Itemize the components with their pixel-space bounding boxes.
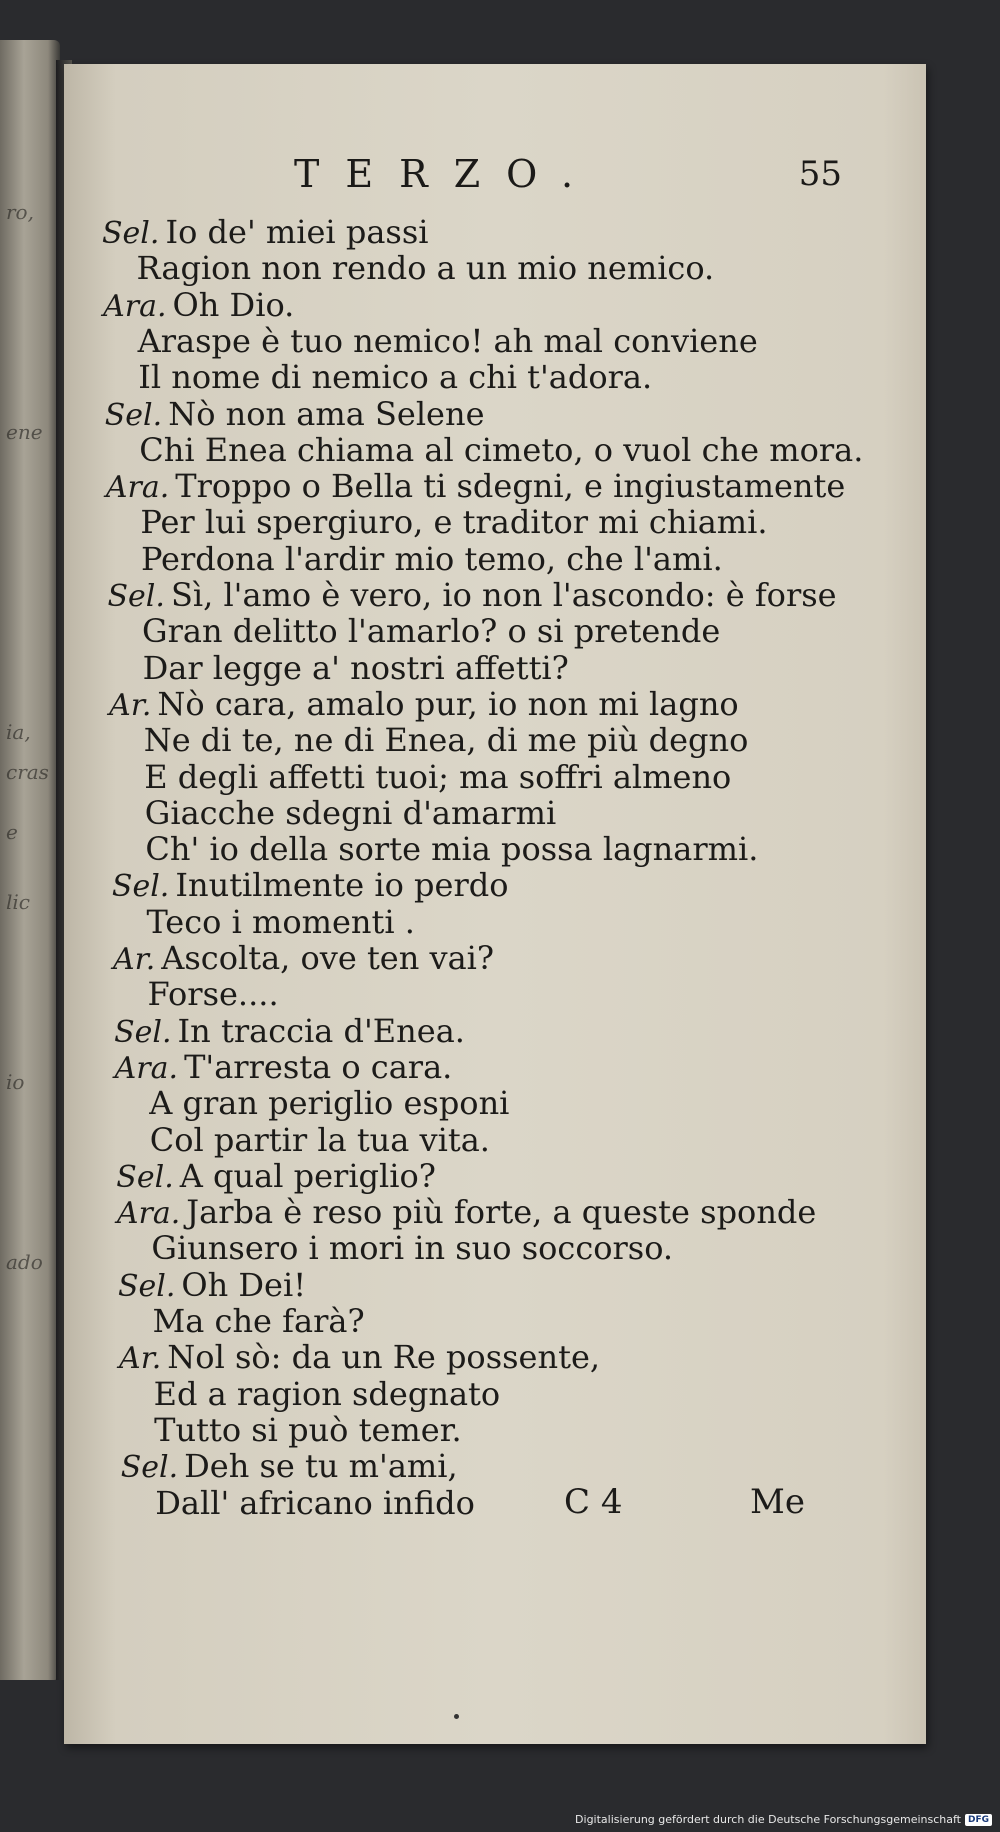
speaker-label: Ara. [114,1050,179,1086]
text-line [154,1412,462,1448]
line-text: Ascolta, ove ten vai? [161,939,495,977]
text-line [138,323,758,359]
speaker-label: Ar. [113,942,156,977]
speaker-label: Sel. [104,397,163,433]
line-text: Ma che farà? [152,1302,365,1340]
line-text: Ch' io della sorte mia possa lagnarmi. [145,830,759,869]
text-line [102,214,428,252]
speaker-label: Ara. [103,288,167,324]
text-line [118,1267,306,1305]
line-text: Teco i momenti . [146,902,415,941]
line-text: Dar legge a' nostri affetti? [142,648,569,687]
line-text: Giunsero i mori in suo soccorso. [151,1229,674,1268]
text-line [141,541,723,577]
line-text: Chi Enea chiama al cimeto, o vuol che mora. [139,430,864,469]
text-line [143,650,569,686]
line-text: Oh Dio. [172,285,295,324]
signature-mark: C 4 [564,1482,623,1522]
text-line [116,1158,436,1196]
line-text: A qual periglio? [179,1156,436,1195]
line-text: Troppo o Bella ti sdegni, e ingiustamente [175,467,846,506]
text-line [109,686,739,724]
line-text: A gran periglio esponi [149,1084,510,1123]
line-text: Inutilmente io perdo [175,866,509,905]
line-text: Per lui spergiuro, e traditor mi chiami. [140,503,768,542]
speaker-label: Ar. [109,687,152,723]
dfg-logo: DFG [965,1814,992,1826]
text-line [121,1448,458,1486]
text-line [144,759,731,795]
text-line [140,504,767,540]
footer-text: Digitalisierung gefördert durch die Deutsche Forschungsgemeinschaft [575,1813,961,1826]
text-line [150,1122,490,1158]
text-line [113,940,494,978]
text-line [103,287,294,325]
line-text: Nol sò: da un Re possente, [167,1338,601,1377]
catchword: Me [750,1482,805,1522]
line-text: Giacche sdegni d'amarmi [144,793,557,832]
text-line [148,976,279,1012]
line-text: Ed a ragion sdegnato [153,1374,501,1413]
text-line [119,1339,600,1377]
speaker-label: Ara. [105,470,170,506]
line-text: Tutto si può temer. [154,1410,462,1449]
text-line [114,1013,465,1051]
line-text: In traccia d'Enea. [177,1011,465,1050]
speaker-label: Sel. [107,579,165,614]
line-text: Oh Dei! [181,1265,307,1304]
text-line [146,904,415,940]
line-text: Jarba è reso più forte, a queste sponde [186,1193,817,1232]
text-line [108,577,837,615]
text-line [139,432,863,468]
text-line [154,1376,501,1412]
speaker-label: Ar. [119,1341,162,1377]
line-text: Araspe è tuo nemico! ah mal conviene [137,321,758,360]
text-line [145,831,758,867]
text-line [105,396,485,434]
line-text: Io de' miei passi [165,213,429,251]
line-text: Gran delitto l'amarlo? o si pretende [142,612,721,651]
text-line [149,1085,509,1121]
line-text: Il nome di nemico a chi t'adora. [138,358,653,397]
text-line [137,250,715,286]
facing-page-edge: ro, ene ia, cras e lic io ado [0,40,60,1680]
speaker-label: Sel. [114,1014,172,1050]
line-text: Dall' africano infido [155,1483,475,1522]
line-text: E degli affetti tuoi; ma soffri almeno [144,757,732,796]
speaker-label: Sel. [102,216,160,251]
line-text: Nò cara, amalo pur, io non mi lagno [157,684,739,723]
ink-speck [454,1714,459,1719]
book-page [64,64,926,1744]
text-line [151,1230,673,1266]
text-line [153,1303,365,1339]
text-line [142,613,720,649]
speaker-label: Sel. [111,869,170,905]
line-text: Nò non ama Selene [168,394,485,433]
text-line [112,867,509,905]
speaker-label: Ara. [116,1196,181,1232]
header-title: TERZO. [294,152,600,196]
text-line [115,1049,453,1087]
text-line [144,722,749,758]
digitization-footer [575,1813,992,1826]
line-text: Ragion non rendo a un mio nemico. [136,249,715,288]
text-line [145,795,556,831]
line-text: T'arresta o cara. [184,1047,453,1086]
text-line [106,468,845,506]
speaker-label: Sel. [116,1159,174,1195]
line-text: Ne di te, ne di Enea, di me più degno [143,721,749,760]
line-text: Perdona l'ardir mio temo, che l'ami. [140,539,723,578]
text-line [138,359,652,395]
line-text: Sì, l'amo è vero, io non l'ascondo: è forse [170,576,837,614]
line-text: Deh se tu m'ami, [184,1447,458,1486]
page-signature-row [64,1482,926,1522]
line-text: Forse.... [147,975,279,1014]
text-line [117,1194,817,1232]
page-number: 55 [798,154,842,194]
line-text: Col partir la tua vita. [149,1120,490,1159]
running-header [294,152,854,202]
speaker-label: Sel. [120,1450,179,1486]
speaker-label: Sel. [117,1268,176,1304]
